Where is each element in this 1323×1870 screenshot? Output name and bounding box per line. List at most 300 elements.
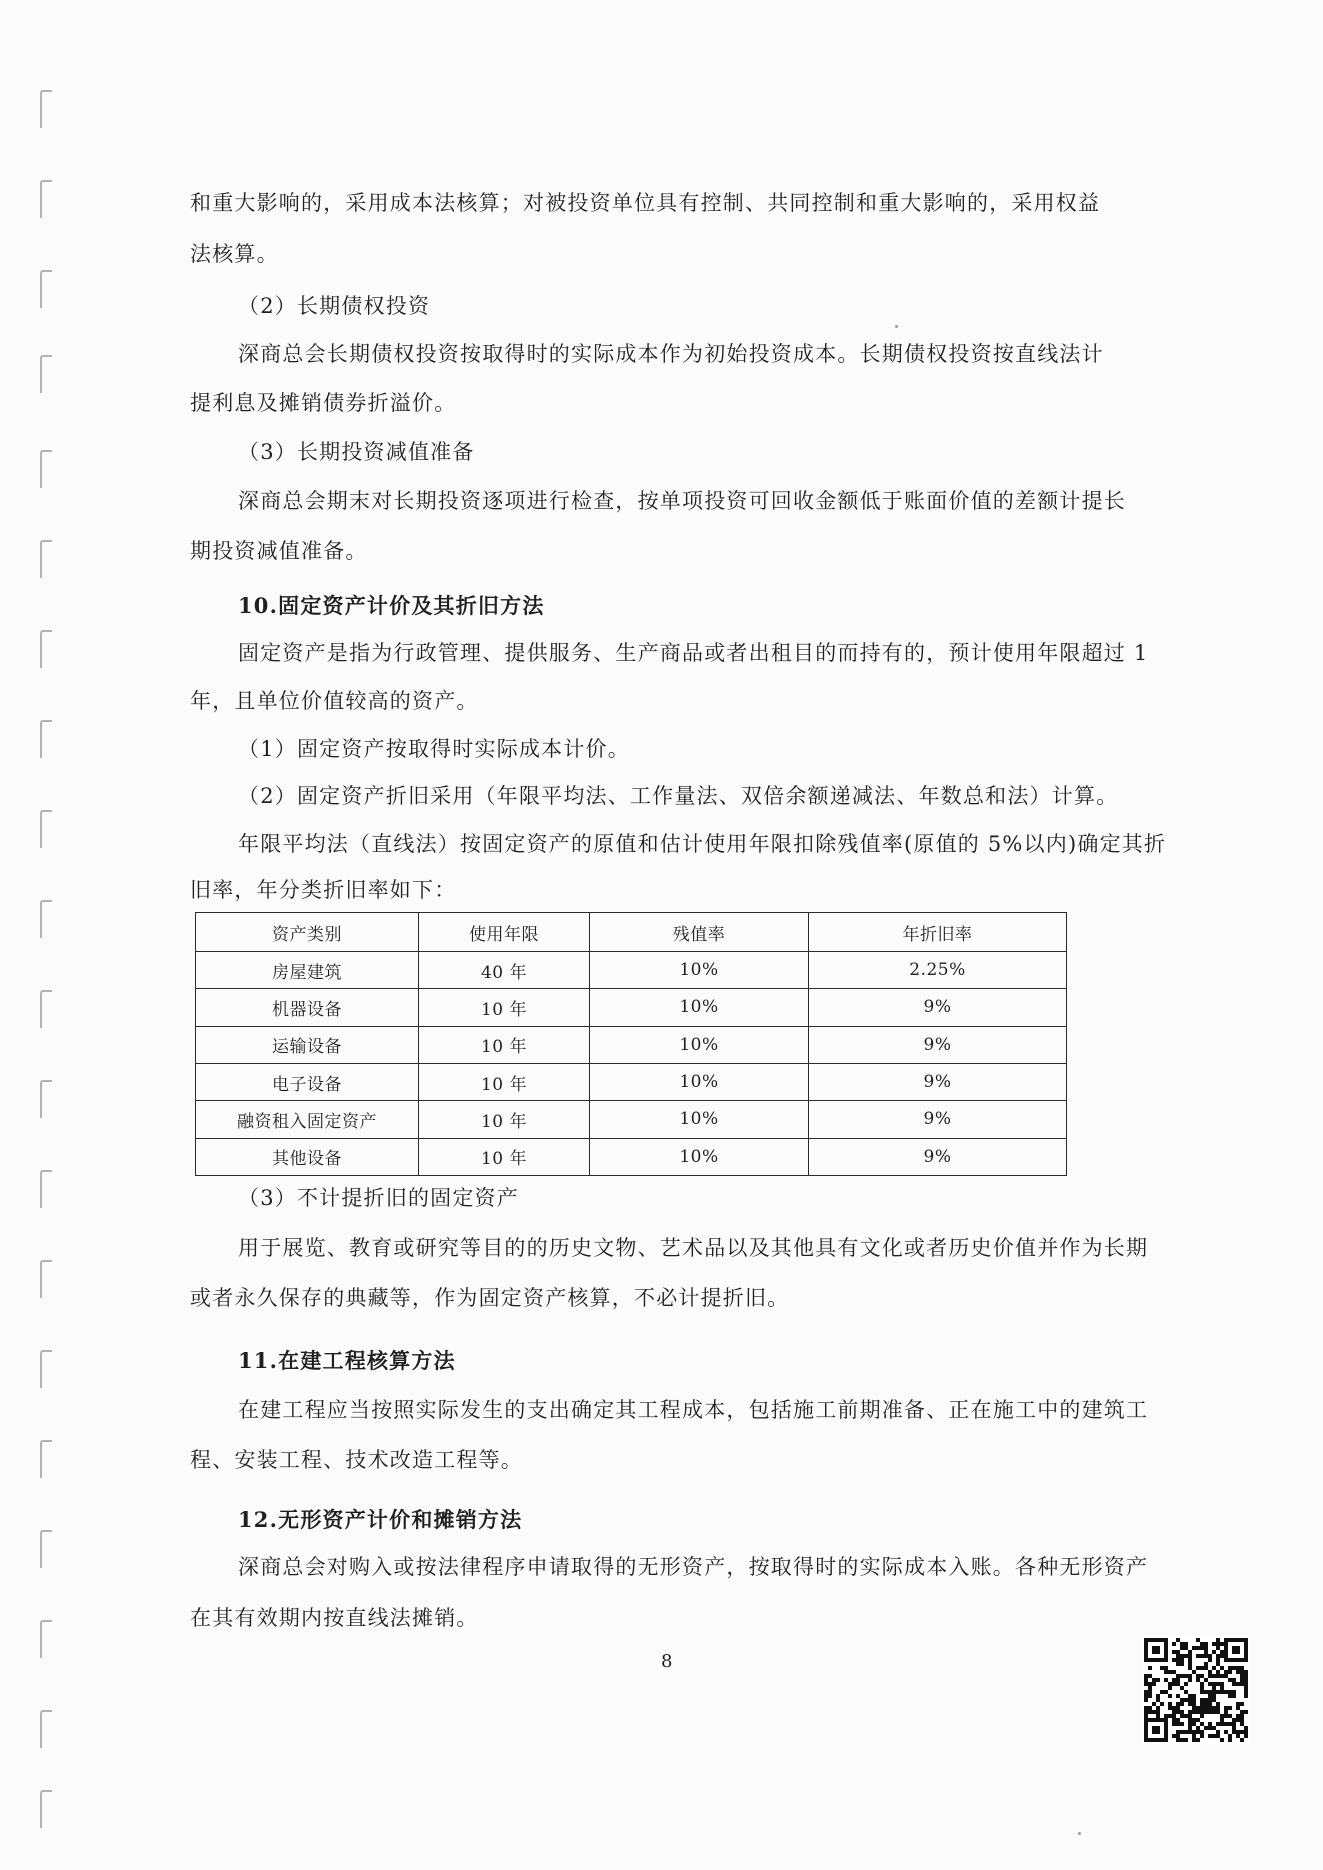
qr-module <box>1200 1702 1204 1706</box>
qr-module <box>1192 1710 1196 1714</box>
qr-module <box>1240 1730 1244 1734</box>
section-title: 11.在建工程核算方法 <box>238 1348 456 1373</box>
qr-module <box>1196 1654 1200 1658</box>
table-row <box>196 1026 1067 1063</box>
qr-module <box>1204 1650 1208 1654</box>
paragraph-line: 深商总会期末对长期投资逐项进行检查，按单项投资可回收金额低于账面价值的差额计提长 <box>238 489 1126 513</box>
qr-module <box>1192 1738 1196 1742</box>
qr-module <box>1148 1686 1152 1690</box>
qr-module <box>1196 1710 1200 1714</box>
binding-mark <box>40 450 52 488</box>
qr-module <box>1232 1678 1236 1682</box>
qr-module <box>1160 1690 1164 1694</box>
qr-module <box>1184 1738 1188 1742</box>
qr-module <box>1240 1738 1244 1742</box>
qr-module <box>1168 1682 1172 1686</box>
qr-module <box>1168 1670 1172 1674</box>
qr-module <box>1188 1678 1192 1682</box>
table-cell: 9% <box>809 1101 1067 1138</box>
binding-mark <box>40 1080 52 1118</box>
qr-module <box>1204 1698 1208 1702</box>
qr-module <box>1220 1690 1224 1694</box>
qr-code-graphic <box>1142 1636 1250 1744</box>
paragraph-line: 固定资产是指为行政管理、提供服务、生产商品或者出租目的而持有的，预计使用年限超过 1 <box>238 641 1149 665</box>
binding-mark <box>40 900 52 938</box>
qr-module <box>1200 1654 1204 1658</box>
qr-module <box>1244 1690 1248 1694</box>
qr-module <box>1152 1682 1156 1686</box>
qr-module <box>1148 1674 1152 1678</box>
qr-code-icon <box>1142 1636 1250 1744</box>
table-header: 使用年限 <box>419 913 590 952</box>
qr-module <box>1228 1734 1232 1738</box>
qr-module <box>1224 1674 1228 1678</box>
qr-module <box>1172 1722 1176 1726</box>
qr-module <box>1208 1706 1212 1710</box>
qr-module <box>1148 1706 1152 1710</box>
qr-module <box>1236 1714 1240 1718</box>
qr-module <box>1172 1670 1176 1674</box>
binding-mark <box>40 1790 52 1828</box>
depreciation-table <box>195 912 1067 1176</box>
qr-module <box>1244 1670 1248 1674</box>
qr-module <box>1180 1642 1184 1646</box>
qr-module <box>1244 1710 1248 1714</box>
binding-mark <box>40 1170 52 1208</box>
qr-module <box>1192 1730 1196 1734</box>
qr-module <box>1224 1670 1228 1674</box>
qr-module <box>1144 1706 1148 1710</box>
paragraph-line: 法核算。 <box>190 242 279 266</box>
qr-module <box>1180 1686 1184 1690</box>
table-header: 残值率 <box>590 913 809 952</box>
qr-module <box>1228 1714 1232 1718</box>
qr-module <box>1240 1666 1244 1670</box>
qr-module <box>1196 1678 1200 1682</box>
binding-mark <box>40 1530 52 1568</box>
table-cell: 融资租入固定资产 <box>196 1101 419 1138</box>
qr-module <box>1196 1674 1200 1678</box>
qr-module <box>1180 1658 1184 1662</box>
binding-mark <box>40 1350 52 1388</box>
qr-module <box>1224 1714 1228 1718</box>
qr-module <box>1212 1674 1216 1678</box>
qr-module <box>1156 1698 1160 1702</box>
qr-module <box>1240 1710 1244 1714</box>
table-row <box>196 989 1067 1026</box>
qr-module <box>1220 1666 1224 1670</box>
qr-module <box>1244 1726 1248 1730</box>
table-cell: 10% <box>590 1026 809 1063</box>
paragraph-line: 年，且单位价值较高的资产。 <box>190 689 479 713</box>
qr-module <box>1176 1658 1180 1662</box>
qr-module <box>1156 1678 1160 1682</box>
qr-module <box>1208 1694 1212 1698</box>
qr-module <box>1228 1666 1232 1670</box>
qr-module <box>1172 1678 1176 1682</box>
subheading: （2）长期债权投资 <box>238 294 431 318</box>
qr-module <box>1216 1658 1220 1662</box>
qr-module <box>1216 1674 1220 1678</box>
qr-module <box>1204 1654 1208 1658</box>
qr-module <box>1200 1730 1204 1734</box>
qr-module <box>1200 1674 1204 1678</box>
qr-module <box>1148 1690 1152 1694</box>
qr-module <box>1184 1654 1188 1658</box>
binding-mark <box>40 1710 52 1748</box>
table-row <box>196 1101 1067 1138</box>
qr-module <box>1144 1714 1148 1718</box>
qr-module <box>1200 1646 1204 1650</box>
qr-module <box>1200 1682 1204 1686</box>
qr-module <box>1176 1662 1180 1666</box>
qr-module <box>1176 1722 1180 1726</box>
qr-module <box>1172 1706 1176 1710</box>
qr-module <box>1156 1694 1160 1698</box>
paragraph-line: 或者永久保存的典藏等，作为固定资产核算，不必计提折旧。 <box>190 1286 790 1310</box>
qr-module <box>1144 1698 1148 1702</box>
qr-module <box>1200 1710 1204 1714</box>
paragraph-line: 深商总会长期债权投资按取得时的实际成本作为初始投资成本。长期债权投资按直线法计 <box>238 342 1104 366</box>
qr-module <box>1188 1650 1192 1654</box>
qr-module <box>1204 1726 1208 1730</box>
qr-module <box>1204 1678 1208 1682</box>
qr-module <box>1148 1682 1152 1686</box>
qr-module <box>1208 1726 1212 1730</box>
qr-module <box>1148 1710 1152 1714</box>
qr-module <box>1144 1690 1148 1694</box>
qr-module <box>1220 1642 1224 1646</box>
paragraph-line: 在其有效期内按直线法摊销。 <box>190 1606 479 1630</box>
qr-module <box>1204 1690 1208 1694</box>
qr-module <box>1216 1638 1220 1642</box>
qr-module <box>1232 1682 1236 1686</box>
qr-module <box>1220 1714 1224 1718</box>
qr-module <box>1164 1714 1168 1718</box>
qr-module <box>1188 1666 1192 1670</box>
qr-module <box>1212 1690 1216 1694</box>
qr-module <box>1164 1678 1168 1682</box>
qr-module <box>1144 1678 1148 1682</box>
qr-module <box>1228 1722 1232 1726</box>
qr-module <box>1188 1714 1192 1718</box>
qr-module <box>1220 1738 1224 1742</box>
qr-module <box>1168 1714 1172 1718</box>
qr-module <box>1180 1674 1184 1678</box>
qr-module <box>1192 1734 1196 1738</box>
table-cell: 房屋建筑 <box>196 952 419 989</box>
qr-module <box>1216 1734 1220 1738</box>
table-header: 年折旧率 <box>809 913 1067 952</box>
qr-module <box>1156 1714 1160 1718</box>
qr-module <box>1180 1730 1184 1734</box>
qr-module <box>1232 1694 1236 1698</box>
paragraph-line: 期投资减值准备。 <box>190 539 368 563</box>
qr-module <box>1236 1730 1240 1734</box>
qr-module <box>1180 1702 1184 1706</box>
qr-module <box>1180 1722 1184 1726</box>
qr-module <box>1196 1638 1200 1642</box>
qr-module <box>1208 1682 1212 1686</box>
qr-module <box>1216 1722 1220 1726</box>
qr-module <box>1204 1662 1208 1666</box>
qr-module <box>1204 1646 1208 1650</box>
qr-module <box>1208 1710 1212 1714</box>
binding-mark <box>40 1440 52 1478</box>
qr-module <box>1168 1694 1172 1698</box>
qr-module <box>1208 1670 1212 1674</box>
qr-module <box>1164 1690 1168 1694</box>
qr-module <box>1240 1714 1244 1718</box>
scan-speck <box>895 325 898 328</box>
qr-module <box>1244 1694 1248 1698</box>
qr-module <box>1144 1682 1148 1686</box>
qr-module <box>1200 1714 1204 1718</box>
qr-module <box>1208 1698 1212 1702</box>
qr-module <box>1240 1682 1244 1686</box>
qr-module <box>1160 1702 1164 1706</box>
qr-module <box>1228 1694 1232 1698</box>
qr-module <box>1188 1702 1192 1706</box>
qr-module <box>1168 1702 1172 1706</box>
qr-module <box>1236 1706 1240 1710</box>
qr-module <box>1200 1666 1204 1670</box>
qr-module <box>1216 1642 1220 1646</box>
section-title: 10.固定资产计价及其折旧方法 <box>238 593 545 618</box>
qr-module <box>1188 1722 1192 1726</box>
qr-module <box>1188 1726 1192 1730</box>
table-row <box>196 1138 1067 1175</box>
paragraph-line: 用于展览、教育或研究等目的的历史文物、艺术品以及其他具有文化或者历史价值并作为长期 <box>238 1236 1149 1260</box>
qr-module <box>1176 1702 1180 1706</box>
qr-module <box>1232 1666 1236 1670</box>
qr-module <box>1204 1702 1208 1706</box>
qr-module <box>1216 1690 1220 1694</box>
qr-module <box>1176 1694 1180 1698</box>
qr-module <box>1156 1710 1160 1714</box>
qr-module <box>1188 1658 1192 1662</box>
qr-module <box>1144 1710 1148 1714</box>
table-cell: 9% <box>809 1026 1067 1063</box>
paragraph-line: 年限平均法（直线法）按固定资产的原值和估计使用年限扣除残值率(原值的 5%以内)确定其折 <box>238 832 1167 856</box>
qr-module <box>1212 1698 1216 1702</box>
table-cell: 10 年 <box>419 989 590 1026</box>
qr-module <box>1192 1722 1196 1726</box>
qr-module <box>1176 1718 1180 1722</box>
qr-module <box>1240 1670 1244 1674</box>
qr-module <box>1208 1690 1212 1694</box>
qr-module <box>1176 1706 1180 1710</box>
qr-module <box>1216 1710 1220 1714</box>
qr-module <box>1176 1654 1180 1658</box>
qr-module <box>1188 1718 1192 1722</box>
table-cell: 9% <box>809 1063 1067 1100</box>
binding-mark <box>40 1620 52 1658</box>
paragraph-line: 旧率，年分类折旧率如下： <box>190 878 457 902</box>
qr-module <box>1212 1726 1216 1730</box>
qr-module <box>1192 1702 1196 1706</box>
binding-mark <box>40 90 52 128</box>
qr-module <box>1212 1686 1216 1690</box>
qr-module <box>1216 1682 1220 1686</box>
qr-module <box>1212 1650 1216 1654</box>
qr-module <box>1196 1726 1200 1730</box>
paragraph-line: 程、安装工程、技术改造工程等。 <box>190 1448 523 1472</box>
qr-module <box>1220 1722 1224 1726</box>
subheading: （3）长期投资减值准备 <box>238 440 475 464</box>
qr-module <box>1216 1702 1220 1706</box>
qr-module <box>1212 1706 1216 1710</box>
binding-mark <box>40 630 52 668</box>
list-item: （3）不计提折旧的固定资产 <box>238 1186 519 1210</box>
qr-module <box>1228 1678 1232 1682</box>
qr-module <box>1240 1702 1244 1706</box>
qr-module <box>1220 1650 1224 1654</box>
qr-module <box>1152 1702 1156 1706</box>
qr-module <box>1204 1666 1208 1670</box>
table-cell: 10% <box>590 952 809 989</box>
table-cell: 运输设备 <box>196 1026 419 1063</box>
qr-module <box>1172 1710 1176 1714</box>
qr-module <box>1184 1682 1188 1686</box>
qr-module <box>1240 1674 1244 1678</box>
table-cell: 10 年 <box>419 1026 590 1063</box>
qr-module <box>1196 1646 1200 1650</box>
section-title: 12.无形资产计价和摊销方法 <box>238 1507 523 1532</box>
binding-mark <box>40 270 52 308</box>
qr-module <box>1184 1730 1188 1734</box>
table-cell: 其他设备 <box>196 1138 419 1175</box>
qr-module <box>1216 1730 1220 1734</box>
qr-module <box>1184 1714 1188 1718</box>
qr-module <box>1240 1718 1244 1722</box>
qr-module <box>1172 1658 1176 1662</box>
qr-module <box>1244 1686 1248 1690</box>
qr-module <box>1204 1710 1208 1714</box>
qr-module <box>1244 1674 1248 1678</box>
qr-module <box>1196 1738 1200 1742</box>
qr-module <box>1172 1642 1176 1646</box>
qr-module <box>1164 1666 1168 1670</box>
binding-mark <box>40 990 52 1028</box>
qr-module <box>1180 1646 1184 1650</box>
qr-module <box>1200 1698 1204 1702</box>
qr-module <box>1192 1670 1196 1674</box>
qr-module <box>1164 1670 1168 1674</box>
binding-mark <box>40 540 52 578</box>
qr-module <box>1200 1642 1204 1646</box>
qr-module <box>1192 1694 1196 1698</box>
table-cell: 9% <box>809 1138 1067 1175</box>
qr-module <box>1212 1666 1216 1670</box>
qr-module <box>1176 1678 1180 1682</box>
qr-module <box>1224 1730 1228 1734</box>
qr-module <box>1232 1718 1236 1722</box>
table-cell: 电子设备 <box>196 1063 419 1100</box>
qr-module <box>1216 1670 1220 1674</box>
qr-module <box>1224 1722 1228 1726</box>
qr-module <box>1184 1646 1188 1650</box>
qr-module <box>1168 1686 1172 1690</box>
qr-module <box>1200 1686 1204 1690</box>
qr-module <box>1212 1710 1216 1714</box>
qr-module <box>1172 1714 1176 1718</box>
qr-module <box>1176 1730 1180 1734</box>
table-cell: 2.25% <box>809 952 1067 989</box>
qr-module <box>1180 1738 1184 1742</box>
qr-module <box>1216 1654 1220 1658</box>
qr-module <box>1208 1702 1212 1706</box>
qr-module <box>1144 1674 1148 1678</box>
qr-module <box>1212 1734 1216 1738</box>
qr-module <box>1156 1706 1160 1710</box>
qr-module <box>1148 1666 1152 1670</box>
qr-module <box>1228 1670 1232 1674</box>
page-number: 8 <box>661 1651 673 1672</box>
qr-module <box>1212 1642 1216 1646</box>
qr-module <box>1216 1646 1220 1650</box>
qr-module <box>1216 1706 1220 1710</box>
qr-module <box>1200 1722 1204 1726</box>
qr-module <box>1216 1662 1220 1666</box>
scan-speck <box>1078 1832 1081 1835</box>
list-item: （1）固定资产按取得时实际成本计价。 <box>238 737 630 761</box>
table-cell: 9% <box>809 989 1067 1026</box>
qr-module <box>1196 1666 1200 1670</box>
qr-module <box>1188 1662 1192 1666</box>
qr-module <box>1228 1690 1232 1694</box>
qr-module <box>1168 1706 1172 1710</box>
qr-module <box>1236 1734 1240 1738</box>
qr-module <box>1180 1654 1184 1658</box>
qr-module <box>1192 1646 1196 1650</box>
table-header: 资产类别 <box>196 913 419 952</box>
qr-module <box>1236 1718 1240 1722</box>
qr-module <box>1172 1682 1176 1686</box>
qr-module <box>1188 1694 1192 1698</box>
qr-module <box>1204 1706 1208 1710</box>
qr-module <box>1240 1678 1244 1682</box>
list-item: （2）固定资产折旧采用（年限平均法、工作量法、双倍余额递减法、年数总和法）计算。 <box>238 784 1119 808</box>
table-cell: 10% <box>590 989 809 1026</box>
paragraph-line: 提利息及摊销债券折溢价。 <box>190 391 457 415</box>
qr-module <box>1228 1706 1232 1710</box>
qr-module <box>1220 1718 1224 1722</box>
paragraph-line: 和重大影响的，采用成本法核算；对被投资单位具有控制、共同控制和重大影响的，采用权益 <box>190 191 1101 215</box>
table-row <box>196 1063 1067 1100</box>
qr-module <box>1224 1710 1228 1714</box>
qr-module <box>1236 1666 1240 1670</box>
qr-module <box>1208 1654 1212 1658</box>
qr-module <box>1232 1722 1236 1726</box>
qr-module <box>1172 1650 1176 1654</box>
qr-module <box>1196 1706 1200 1710</box>
qr-module <box>1240 1722 1244 1726</box>
qr-module <box>1152 1710 1156 1714</box>
qr-module <box>1204 1642 1208 1646</box>
qr-module <box>1144 1694 1148 1698</box>
qr-module <box>1192 1698 1196 1702</box>
qr-module <box>1208 1658 1212 1662</box>
qr-module <box>1152 1678 1156 1682</box>
qr-module <box>1212 1682 1216 1686</box>
qr-module <box>1188 1654 1192 1658</box>
table-cell: 10% <box>590 1063 809 1100</box>
table-cell: 10% <box>590 1101 809 1138</box>
table-cell: 10 年 <box>419 1138 590 1175</box>
table-cell: 10 年 <box>419 1063 590 1100</box>
binding-mark <box>40 810 52 848</box>
